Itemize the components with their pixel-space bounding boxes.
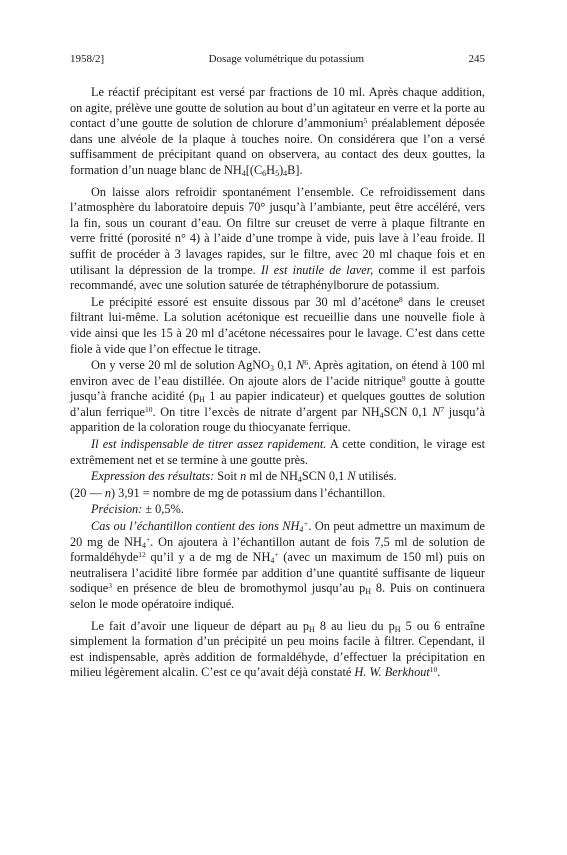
paragraph-cooling-filtering [70, 185, 485, 294]
text: On y verse 20 ml de solution AgNO [91, 358, 271, 373]
superscript: + [303, 519, 309, 529]
italic-text: n [240, 469, 247, 484]
subscript: 6 [262, 168, 267, 178]
text: en présence de bleu de bromothymol jusqu’au p [112, 581, 366, 596]
text: 5 ou 6 entraîne simplement la formation d’un précipité un peu moins facile à filtrer. Cependant, il est indispensable, après addition de formaldéhyde, d’effectuer la précipitation en milieu légèrement alcalin. C’est ce qu’avait déjà constaté [70, 618, 485, 680]
text: 1 au papier indicateur) et quelques gouttes de solution d’alun ferrique [70, 389, 485, 419]
italic-text: Il est inutile de laver, [260, 262, 374, 277]
subscript: 4 [270, 556, 275, 566]
italic-text: Précision: [91, 502, 143, 517]
superscript: + [145, 534, 151, 544]
text: Le fait d’avoir une liqueur de départ au p [91, 618, 310, 633]
subscript: H [199, 395, 205, 405]
italic-text: Expression des résultats: [91, 469, 215, 484]
text: dans le creuset filtrant lui-même. La solution acétonique est recueillie dans une nouvelle fiole à vide ainsi que les 15 à 20 ml d’acétone nécessaires pour le lavage. C’est dans cette fiole à vide que l’on effectue le titrage. [70, 294, 485, 356]
text: Cas ou l’échantillon contient des ions NH [91, 519, 300, 534]
text: SCN 0,1 [383, 404, 433, 419]
subscript: 4 [299, 525, 304, 535]
paragraph-precision [70, 502, 485, 518]
text: SCN 0,1 [301, 469, 348, 484]
paragraph-ph-remark [70, 619, 485, 681]
subscript: H [394, 624, 401, 634]
footnote-ref: 5 [363, 116, 368, 126]
body-text [70, 85, 485, 682]
page-number: 245 [468, 53, 485, 65]
text: qu’il y a de mg de NH [145, 550, 271, 565]
paragraph-reagent-addition [70, 85, 485, 179]
footnote-ref: 3 [108, 581, 113, 591]
text: 8 au lieu du p [314, 618, 395, 633]
text: . On peut admettre un maximum de 20 mg de NH [70, 519, 485, 549]
superscript: + [274, 550, 279, 560]
footnote-ref: 7 [440, 404, 445, 414]
text: ± 0,5%. [142, 502, 184, 517]
italic-text: H. W. Berkhout [354, 665, 430, 680]
text: [(C [245, 162, 263, 177]
formula-line [70, 486, 485, 502]
text: 0,1 [274, 358, 297, 373]
subscript: H [365, 587, 372, 597]
footnote-ref: 10 [429, 665, 438, 675]
paragraph-ammonium-case [70, 519, 485, 613]
italic-text: N [296, 358, 305, 373]
text: Le précipité essoré est ensuite dissous par 30 ml d’acétone [91, 294, 400, 309]
italic-text: Il est indispensable de titrer assez rapidement. [91, 437, 327, 452]
text: (avec un maximum de 150 ml) puis on neutralisera l’acidité libre formée par addition d’une quantité suffisante de liqueur sodique [70, 550, 485, 596]
subscript: 3 [270, 364, 275, 374]
text: B]. [287, 162, 303, 177]
text: ) 3,91 = nombre de mg de potassium dans l’échantillon. [111, 485, 386, 500]
subscript: H [309, 624, 315, 634]
footnote-ref: 10 [144, 404, 153, 414]
text: . Après agitation, on étend à 100 ml environ avec de l’eau distillée. On ajoute alors de l’acide nitrique [70, 358, 485, 388]
text: Soit [214, 469, 241, 484]
text: . On ajoutera à l’échantillon autant de fois 7,5 ml de solution de formaldéhyde [70, 534, 485, 565]
text: ml de NH [246, 469, 298, 484]
text: . [437, 665, 441, 680]
footnote-ref: 8 [399, 294, 403, 304]
footnote-ref: 6 [304, 358, 309, 368]
text: H [266, 162, 276, 177]
text: jusqu’à apparition de la coloration rouge du thiocyanate ferrique. [70, 404, 486, 435]
footnote-ref: 12 [138, 550, 146, 560]
italic-text: N [347, 469, 356, 484]
subscript: 5 [275, 168, 280, 178]
text: A cette condition, le virage est extrêmement net et se termine à une goutte près. [70, 437, 485, 467]
text: comme il est parfois recommandé, avec une solution saturée de tétraphénylborure de potassium. [70, 262, 486, 293]
text: On laisse alors refroidir spontanément l’ensemble. Ce refroidissement dans l’atmosphère du laboratoire depuis 70° jusqu’à l’ambiante, peut être accéléré, vers la fin, sous un courant d’eau. On filtre sur creuset de verre à plaque filtrante en verre fritté (porosité n° 4) à l’aide d’une trompe à vide, puis lave à l’eau froide. Il suffit de procéder à 3 lavages rapides, sur le filtre, avec 20 ml chaque fois et en utilisant la dépression de la trompe. [70, 184, 485, 277]
italic-text [91, 519, 308, 533]
subscript: 4 [283, 168, 288, 178]
text: préalablement déposée dans une alvéole de la plaque à touches noire. On considérera que l’on a versé suffisamment de précipitant quand on observera, au contact des deux gouttes, la formation d’un nuage blanc de NH [70, 116, 485, 177]
text: (20 — [70, 485, 105, 500]
italic-text: N [432, 404, 441, 419]
running-header [70, 53, 485, 65]
subscript: 4 [379, 410, 384, 420]
paragraph-rapid-titration [70, 437, 485, 468]
italic-text: n [104, 485, 111, 500]
text: utilisés. [355, 469, 397, 484]
text: ) [279, 162, 284, 177]
paragraph-dissolution [70, 295, 485, 357]
text: Le réactif précipitant est versé par fractions de 10 ml. Après chaque addition, on agite, prélève une goutte de solution au bout d’un agitateur en verre et la porte au contact d’une goutte de solution de chlorure d’ammonium [70, 85, 485, 131]
subscript: 4 [141, 540, 146, 550]
paragraph-results-expression [70, 469, 485, 485]
text: . On titre l’excès de nitrate d’argent par NH [152, 404, 380, 419]
header-title: Dosage volumétrique du potassium [208, 53, 365, 65]
text: 8. Puis on continuera selon le mode opératoire indiqué. [70, 581, 486, 611]
subscript: 4 [241, 168, 246, 178]
paragraph-titration [70, 358, 485, 436]
footnote-ref: 9 [401, 373, 406, 383]
text: goutte à goutte jusqu’à franche acidité (p [70, 373, 485, 404]
header-issue: 1958/2] [70, 53, 105, 65]
subscript: 4 [297, 475, 302, 485]
